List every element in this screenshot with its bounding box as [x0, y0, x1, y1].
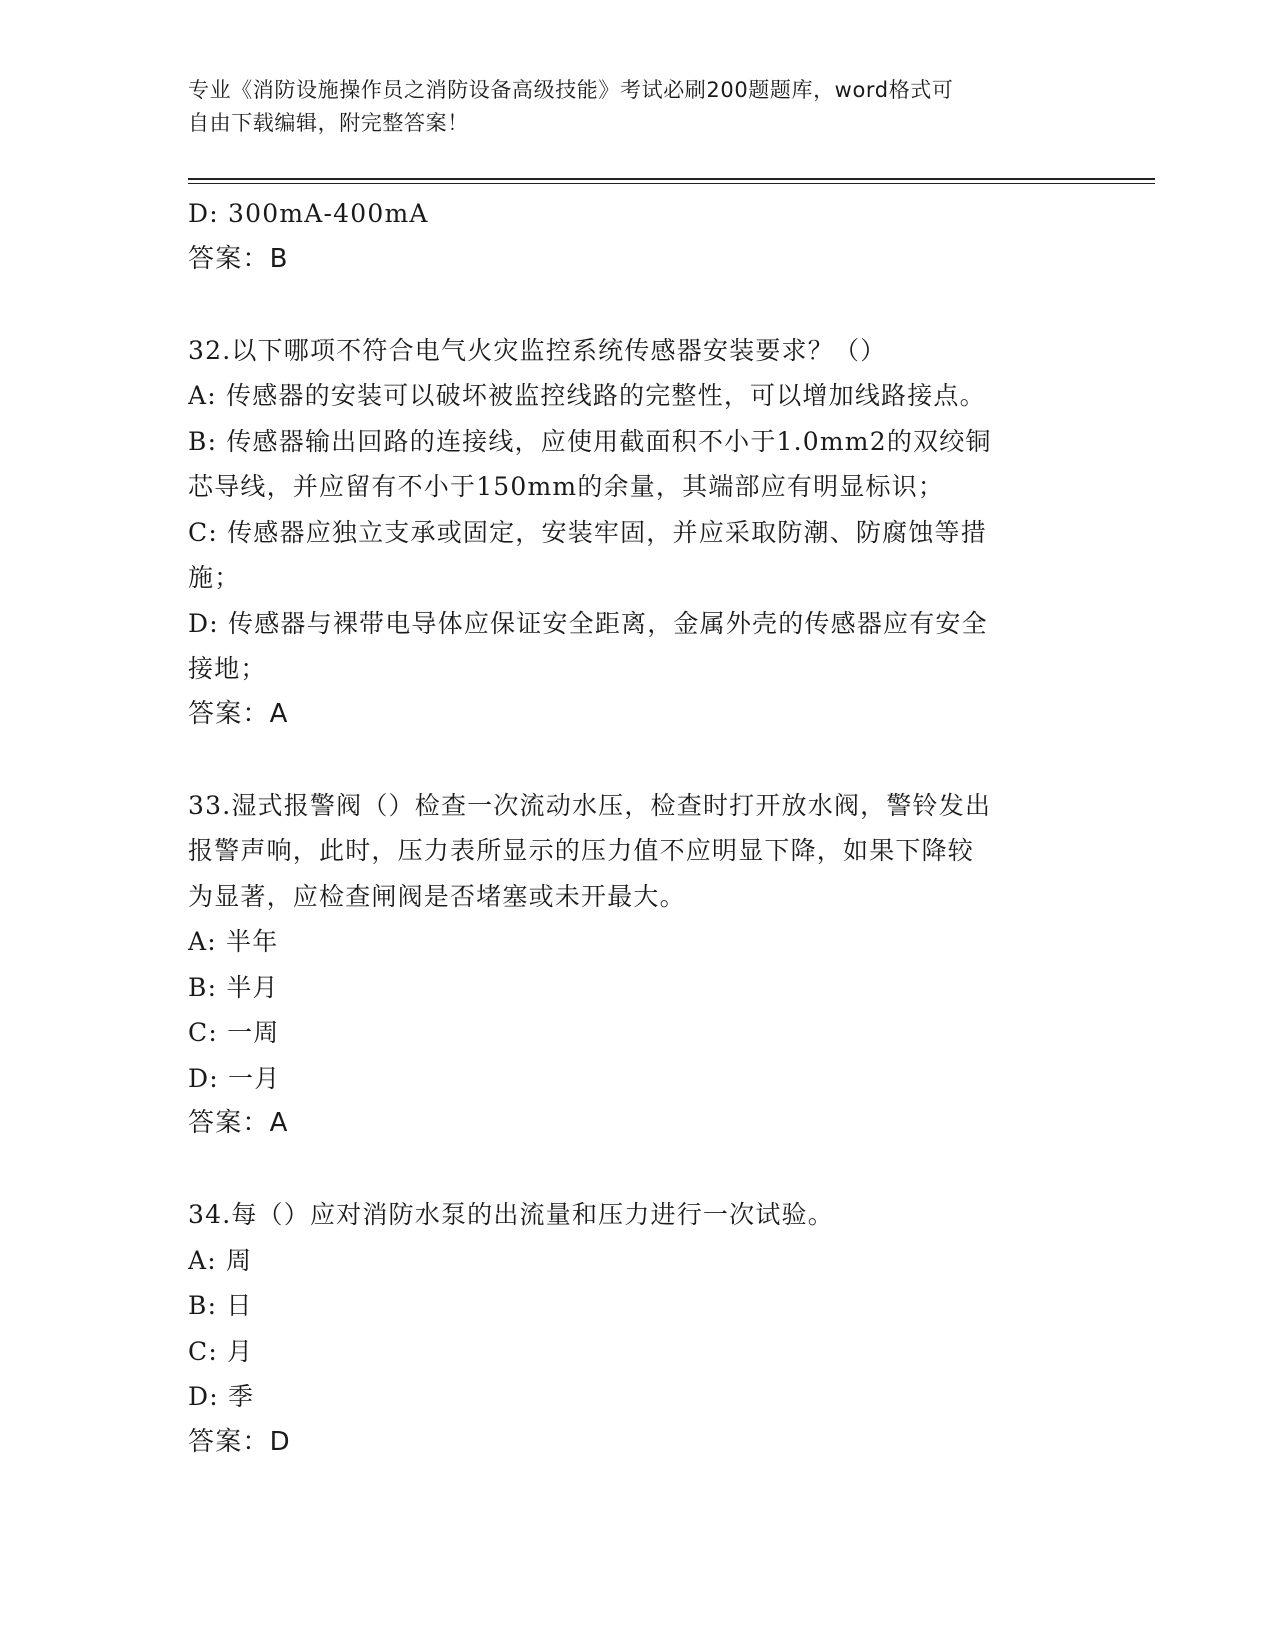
- question-spacer: [188, 1147, 1083, 1193]
- question-34-stem: 34.每（）应对消防水泵的出流量和压力进行一次试验。: [188, 1200, 834, 1229]
- question-32-stem: 32.以下哪项不符合电气火灾监控系统传感器安装要求？（）: [188, 335, 887, 365]
- question-34-option-a: A: 周: [188, 1245, 253, 1275]
- question-32-option-a: A: 传感器的安装可以破坏被监控线路的完整性，可以增加线路接点。: [188, 381, 986, 410]
- question-34: [188, 1192, 1083, 1465]
- question-33-option-b: B: 半月: [188, 972, 279, 1002]
- question-32-option-c-line-2: 施；: [188, 563, 241, 592]
- question-32-answer: 答案：A: [188, 698, 289, 729]
- question-spacer: [188, 282, 1083, 328]
- page-header: [188, 74, 1088, 140]
- question-32-option-d-line-1: D: 传感器与裸带电导体应保证安全距离，金属外壳的传感器应有安全: [188, 608, 988, 638]
- header-title-line-1: 专业《消防设施操作员之消防设备高级技能》考试必刷200题题库，word格式可: [188, 78, 954, 102]
- header-divider-thick: [188, 178, 1155, 180]
- question-33-stem-line-2: 报警声响，此时，压力表所显示的压力值不应明显下降，如果下降较: [188, 836, 975, 865]
- question-31: [188, 191, 1083, 282]
- question-34-option-c: C: 月: [188, 1336, 254, 1366]
- question-33-stem-line-3: 为显著，应检查闸阀是否堵塞或未开最大。: [188, 881, 686, 911]
- question-34-option-d: D: 季: [188, 1382, 255, 1411]
- question-spacer: [188, 737, 1083, 783]
- question-33-option-d: D: 一月: [188, 1063, 281, 1093]
- question-31-answer: 答案：B: [188, 243, 289, 274]
- question-32-option-b-line-2: 芯导线，并应留有不小于150mm的余量，其端部应有明显标识；: [188, 472, 945, 501]
- question-32: [188, 328, 1083, 738]
- question-32-option-b-line-1: B: 传感器输出回路的连接线，应使用截面积不小于1.0mm2的双绞铜: [188, 426, 992, 456]
- question-32-option-d-line-2: 接地；: [188, 654, 267, 683]
- question-list: [188, 191, 1083, 1465]
- question-32-option-c-line-1: C: 传感器应独立支承或固定，安装牢固，并应采取防潮、防腐蚀等措: [188, 517, 987, 547]
- question-33-answer: 答案：A: [188, 1108, 289, 1138]
- question-34-answer: 答案：D: [188, 1426, 291, 1457]
- question-33-option-a: A: 半年: [188, 927, 279, 956]
- question-33-stem-line-1: 33.湿式报警阀（）检查一次流动水压，检查时打开放水阀，警铃发出: [188, 790, 992, 820]
- question-31-option-d: D: 300mA-400mA: [188, 199, 429, 228]
- question-34-option-b: B: 日: [188, 1291, 253, 1320]
- header-divider-thin: [188, 183, 1155, 184]
- question-33-option-c: C: 一周: [188, 1018, 280, 1047]
- question-33: [188, 783, 1083, 1147]
- header-title-line-2: 自由下载编辑，附完整答案！: [188, 111, 469, 135]
